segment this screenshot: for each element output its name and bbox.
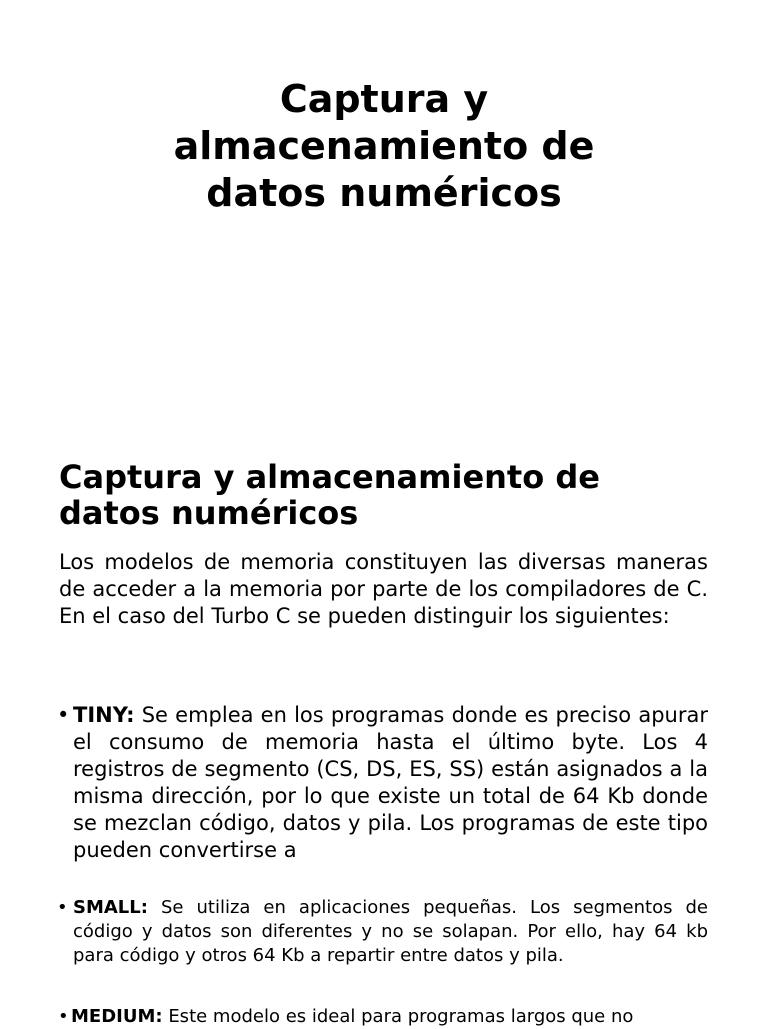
slide-title-line: almacenamiento de [173,124,595,168]
bullet-text: Este modelo es ideal para programas largos que no [168,1006,634,1027]
bullet-term: MEDIUM: [71,1006,163,1027]
bullet-item-small [57,896,708,968]
section-heading-line: datos numéricos [59,494,359,532]
bullet-term: SMALL: [73,897,148,918]
bullet-icon: • [57,703,70,727]
bullet-icon: • [57,897,68,918]
bullet-item-tiny [57,702,708,864]
bullet-text: Se emplea en los programas donde es preciso apurar el consumo de memoria hasta el último byte. Los 4 registros de segmento (CS, DS, ES, SS) están asignados a la misma dirección, por lo que existe un total de 64 Kb donde se mezclan código, datos y pila. Los programas de este tipo pueden convertirse a [73,703,708,862]
section-heading [59,459,719,531]
slide-title-line: Captura y [279,77,489,121]
bullet-text: Se utiliza en aplicaciones pequeñas. Los segmentos de código y datos son diferentes y no se solapan. Por ello, hay 64 kb para código y otros 64 Kb a repartir entre datos y pila. [73,897,708,966]
slide-title [100,76,668,217]
bullet-term: TINY: [73,703,135,727]
section-heading-line: Captura y almacenamiento de [59,458,600,496]
intro-paragraph: Los modelos de memoria constituyen las diversas maneras de acceder a la memoria por parte de los compiladores de C. En el caso del Turbo C se pueden distinguir los siguientes: [59,550,708,628]
bullet-icon: • [58,1006,69,1027]
slide-title-line: datos numéricos [206,171,562,215]
bullet-item-medium [58,1005,708,1029]
